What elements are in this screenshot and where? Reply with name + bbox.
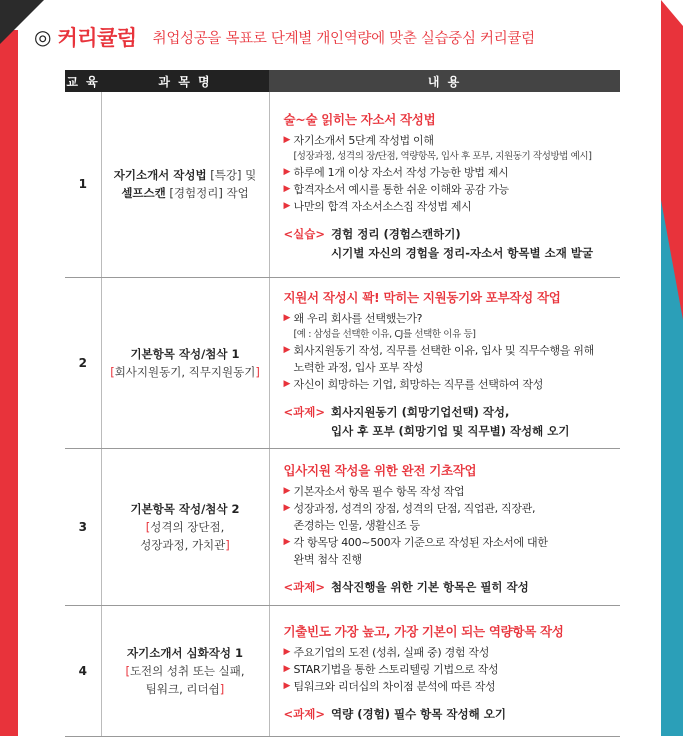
section-subtitle: 취업성공을 목표로 단계별 개인역량에 맞춘 실습중심 커리큘럼	[152, 30, 535, 47]
bullet-triangle-icon: ▶	[283, 313, 291, 323]
task-block	[284, 225, 615, 263]
task-text: 경험 정리 (경험스캔하기)	[331, 226, 461, 241]
content-title: 지원서 작성시 꽉! 막히는 지원동기와 포부작성 작업	[283, 290, 561, 305]
section-title: 커리큘럼	[57, 26, 137, 50]
row-number: 1	[65, 92, 101, 277]
task-block	[284, 403, 615, 441]
task-label: <과제>	[283, 579, 325, 594]
top-right-corner-cut	[661, 0, 683, 26]
list-item: ▶ 자신이 희망하는 기업, 희망하는 직무를 선택하여 작성	[283, 378, 544, 391]
bullet-triangle-icon: ▶	[283, 183, 291, 194]
subject-name: 자기소개서 작성법	[113, 168, 207, 183]
task-label: <과제>	[283, 706, 325, 721]
list-item: ▶ 주요기업의 도전 (성취, 실패 중) 경험 작성	[283, 645, 490, 659]
bullet-triangle-icon: ▶	[283, 502, 291, 513]
bullet-triangle-icon: ▶	[283, 379, 291, 389]
subject-name: 기본항목 작성/첨삭 1	[130, 346, 240, 361]
bullet-triangle-icon: ▶	[283, 200, 291, 211]
task-text: 첨삭진행을 위한 기본 항목은 필히 작성	[331, 579, 529, 594]
content-note: [예 : 삼성을 선택한 이유, CJ를 선택한 이유 등]	[293, 329, 476, 340]
content-title: 기출빈도 가장 높고, 가장 기본이 되는 역량항목 작성	[283, 623, 564, 639]
subject-extra: 성장과정, 가치관	[140, 537, 226, 552]
task-block	[284, 578, 615, 597]
subject-extra: [특강] 및	[206, 168, 257, 183]
bullet-triangle-icon: ▶	[283, 345, 291, 355]
header-content: 내 용	[269, 70, 620, 92]
content-cell	[269, 448, 620, 605]
task-text: 회사지원동기 (희망기업선택) 작성,	[331, 405, 510, 419]
row-number: 4	[65, 605, 101, 736]
table-row	[65, 448, 620, 605]
bullet-triangle-icon: ▶	[283, 646, 291, 657]
list-item: ▶ 합격자소서 예시를 통한 쉬운 이해와 공감 가능	[283, 182, 509, 196]
row-number: 3	[65, 448, 101, 605]
task-text: 역량 (경험) 필수 항목 작성해 오기	[331, 706, 506, 721]
table-row	[65, 92, 620, 277]
subject-extra: 회사지원동기, 직무지원동기	[114, 364, 256, 379]
subject-extra: 팀워크, 리더쉽	[145, 681, 220, 696]
subject-cell: 기본항목 작성/첨삭 1 [회사지원동기, 직무지원동기]	[101, 277, 269, 448]
content-cell	[269, 277, 620, 448]
task-block	[284, 705, 615, 724]
list-item: ▶ 팀워크와 리더십의 차이점 분석에 따른 작성	[283, 679, 496, 693]
table-row	[65, 605, 620, 736]
content-cell	[269, 605, 620, 736]
bullet-triangle-icon: ▶	[283, 485, 291, 496]
content-title: 술~술 읽히는 자소서 작성법	[283, 111, 436, 127]
row-number: 2	[65, 277, 101, 448]
list-item: ▶ 회사지원동기 작성, 직무를 선택한 이유, 입사 및 직무수행을 위해 노력한 과정, 입사 포부 작성	[283, 344, 594, 374]
left-red-stripe	[0, 30, 18, 736]
table-header-row	[65, 70, 620, 92]
subject-name: 셀프스캔	[121, 186, 166, 201]
task-text: 시기별 자신의 경험을 정리-자소서 항목별 소재 발굴	[331, 245, 594, 260]
subject-extra: 도전의 성취 또는 실패,	[129, 663, 245, 678]
subject-cell: 자기소개서 심화작성 1 [도전의 성취 또는 실패, 팀워크, 리더쉽]	[101, 605, 269, 736]
subject-cell	[101, 92, 269, 277]
list-item: ▶ 기본자소서 항목 필수 항목 작성 작업	[283, 484, 465, 498]
list-item: ▶ 나만의 합격 자소서소스집 작성법 제시	[283, 199, 472, 213]
curriculum-table	[65, 70, 620, 737]
bullet-triangle-icon: ▶	[283, 134, 291, 145]
bullet-triangle-icon: ▶	[283, 663, 291, 674]
right-stripe-diagonal	[661, 200, 683, 320]
subject-cell: 기본항목 작성/첨삭 2 [성격의 장단점, 성장과정, 가치관]	[101, 448, 269, 605]
subject-name: 자기소개서 심화작성 1	[127, 645, 243, 660]
list-item: ▶ 각 항목당 400~500자 기준으로 작성된 자소서에 대한 완벽 첨삭 진행	[283, 535, 548, 566]
content-title: 입사지원 작성을 위한 완전 기초작업	[283, 462, 477, 478]
table-row	[65, 277, 620, 448]
content-cell	[269, 92, 620, 277]
header-num: 교 육	[65, 70, 101, 92]
header-subject: 과 목 명	[101, 70, 269, 92]
bullet-triangle-icon: ▶	[283, 536, 291, 547]
task-label: <과제>	[283, 405, 325, 419]
bullet-triangle-icon: ▶	[283, 680, 291, 691]
content-note: [성장과정, 성격의 장/단점, 역량항목, 입사 후 포부, 지원동기 작성방법 예시]	[293, 150, 592, 162]
bullet-triangle-icon: ▶	[283, 166, 291, 177]
task-label: <실습>	[283, 226, 325, 241]
subject-name: 기본항목 작성/첨삭 2	[130, 501, 240, 516]
list-item: ▶ STAR기법을 통한 스토리텔링 기법으로 작성	[283, 662, 499, 676]
list-item: ▶ 하루에 1개 이상 자소서 작성 가능한 방법 제시	[283, 165, 509, 179]
section-header	[34, 22, 535, 52]
subject-extra: [경험정리] 작업	[165, 186, 249, 201]
list-item: ▶ 성장과정, 성격의 장점, 성격의 단점, 직업관, 직장관, 존경하는 인물, 생활신조 등	[283, 501, 536, 532]
list-item: ▶ 왜 우리 회사를 선택했는가?	[283, 312, 423, 325]
list-item: ▶ 자기소개서 5단계 작성법 이해	[283, 133, 434, 147]
subject-extra: 성격의 장단점,	[150, 519, 225, 534]
task-text: 입사 후 포부 (희망기업 및 직무별) 작성해 오기	[331, 424, 570, 438]
double-circle-icon: ◎	[34, 25, 52, 49]
